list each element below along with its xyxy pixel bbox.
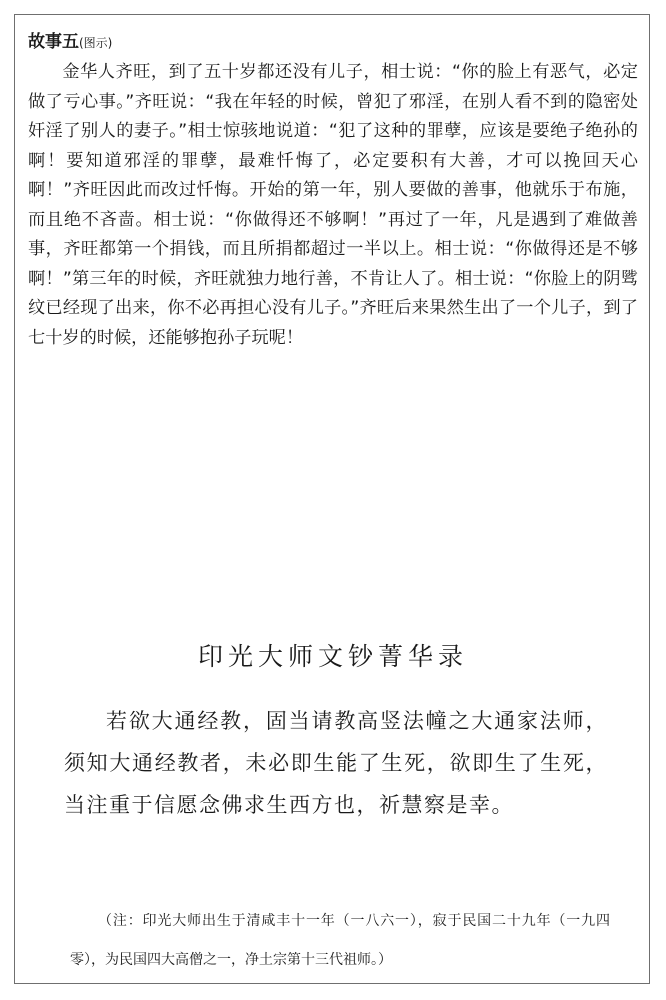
story-body: 金华人齐旺，到了五十岁都还没有儿子，相士说：“你的脸上有恶气，必定做了亏心事。”齐旺说：“我在年轻的时候，曾犯了邪淫，在别人看不到的隐密处奸淫了别人的妻子。”相士惊骇地说道：“犯了这种的罪孽，应该是要绝子绝孙的啊！要知道邪淫的罪孽，最难忏悔了，必定要积有大善，才可以挽回天心啊！”齐旺因此而改过忏悔。开始的第一年，别人要做的善事，他就乐于布施，而且绝不吝啬。相士说：“你做得还不够啊！”再过了一年，凡是遇到了难做善事，齐旺都第一个捐钱，而且所捐都超过一半以上。相士说：“你做得还是不够啊！”第三年的时候，齐旺就独力地行善，不肯让人了。相士说：“你脸上的阴骘纹已经现了出来，你不必再担心没有儿子。”齐旺后来果然生出了一个儿子，到了七十岁的时候，还能够抱孙子玩呢！ bbox=[28, 62, 638, 348]
essay-note: （注：印光大师出生于清咸丰十一年（一八六一），寂于民国二十九年（一九四零），为民国四大高僧之一，净土宗第十三代祖师。） bbox=[70, 913, 610, 968]
essay-body: 若欲大通经教，固当请教高竖法幢之大通家法师，须知大通经教者，未必即生能了生死，欲即生了生死，当注重于信愿念佛求生西方也，祈慧察是幸。 bbox=[64, 709, 608, 817]
story-section bbox=[28, 30, 638, 353]
story-heading bbox=[28, 30, 638, 54]
story-subtitle: (图示) bbox=[79, 36, 113, 50]
story-title: 故事五 bbox=[28, 32, 79, 52]
essay-title: 印光大师文钞菁华录 bbox=[197, 642, 468, 671]
